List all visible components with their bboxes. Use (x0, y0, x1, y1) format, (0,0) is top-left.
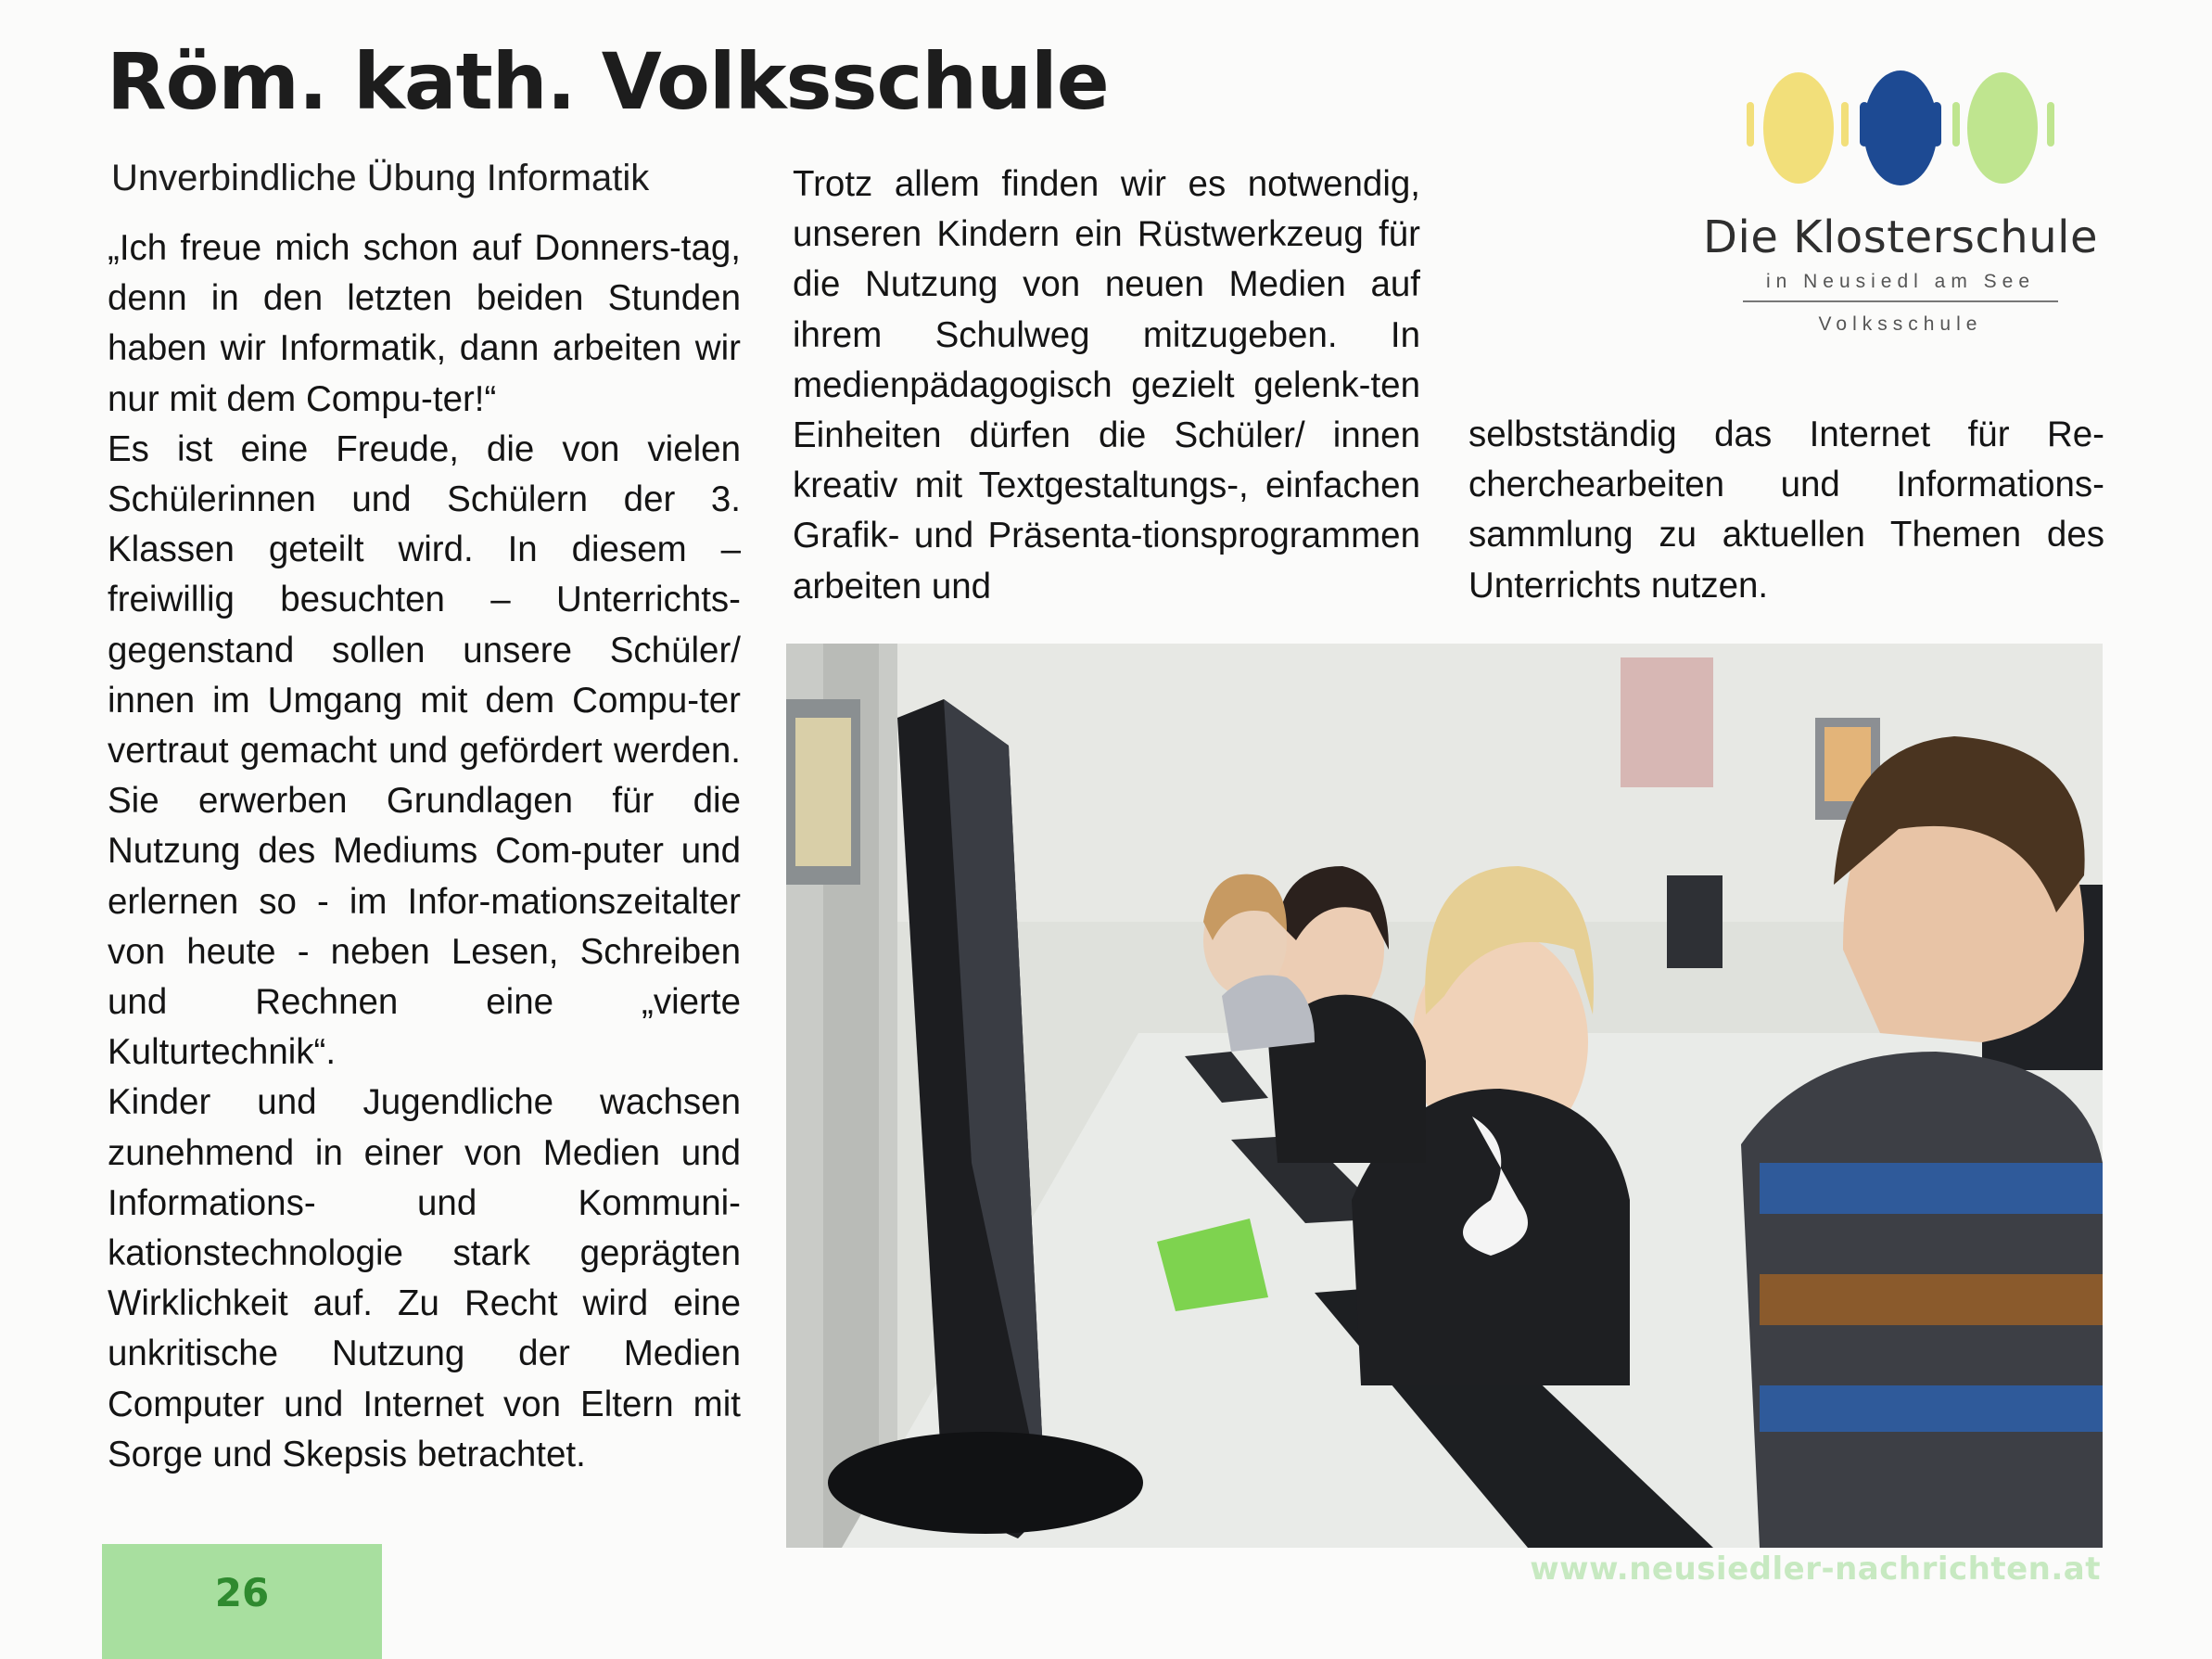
article-subtitle: Unverbindliche Übung Informatik (111, 158, 650, 198)
article-column-2 (793, 160, 1420, 612)
article-column-1 (108, 223, 741, 1480)
logo-name: Die Klosterschule (1703, 211, 2098, 263)
body-paragraph: selbstständig das Internet für Re-cherchearbeiten und Informations-sammlung zu aktuellen Themen des Unterrichts nutzen. (1468, 415, 2104, 606)
logo-location: in Neusiedl am See (1743, 271, 2058, 302)
footer-url: www.neusiedler-nachrichten.at (1530, 1551, 2101, 1588)
logo-emblem-icon (1741, 65, 2060, 195)
body-paragraph: Es ist eine Freude, die von vielen Schülerinnen und Schülern der 3. Klassen geteilt wird. In diesem – freiwillig besuchten – Unterrichts-gegenstand sollen unsere Schüler/ innen im Umgang mit dem Compu-ter vertraut gemacht und gefördert werden. Sie erwerben Grundlagen für die Nutzung des Mediums Com-puter und erlernen so - im Infor-mationszeitalter von heute - neben Lesen, Schreiben und Rechnen eine „vierte Kulturtechnik“. (108, 428, 741, 1073)
logo-school-type: Volksschule (1818, 313, 1983, 335)
children-at-computers-image (786, 644, 2103, 1548)
article-column-3 (1468, 410, 2104, 611)
school-logo (1687, 56, 2114, 352)
body-paragraph: Kinder und Jugendliche wachsen zunehmend in einer von Medien und Informations- und Kommuni-kationstechnologie stark geprägten Wirklichkeit auf. Zu Recht wird eine unkritische Nutzung der Medien Computer und Internet von Eltern mit Sorge und Skepsis betrachtet. (108, 1082, 741, 1474)
page-title: Röm. kath. Volksschule (107, 36, 1109, 127)
page-number-tab (102, 1544, 382, 1659)
opening-quote: „Ich freue mich schon auf Donners-tag, denn in den letzten beiden Stunden haben wir Informatik, dann arbeiten wir nur mit dem Compu-ter!“ (108, 228, 741, 419)
classroom-photo (786, 644, 2103, 1548)
body-paragraph: Trotz allem finden wir es notwendig, unseren Kindern ein Rüstwerkzeug für die Nutzung von neuen Medien auf ihrem Schulweg mitzugeben. In medienpädagogisch gezielt gelenk-ten Einheiten dürfen die Schüler/ innen kreativ mit Textgestaltungs-, einfachen Grafik- und Präsenta-tionsprogrammen arbeiten und (793, 164, 1420, 606)
page-number: 26 (214, 1570, 270, 1615)
